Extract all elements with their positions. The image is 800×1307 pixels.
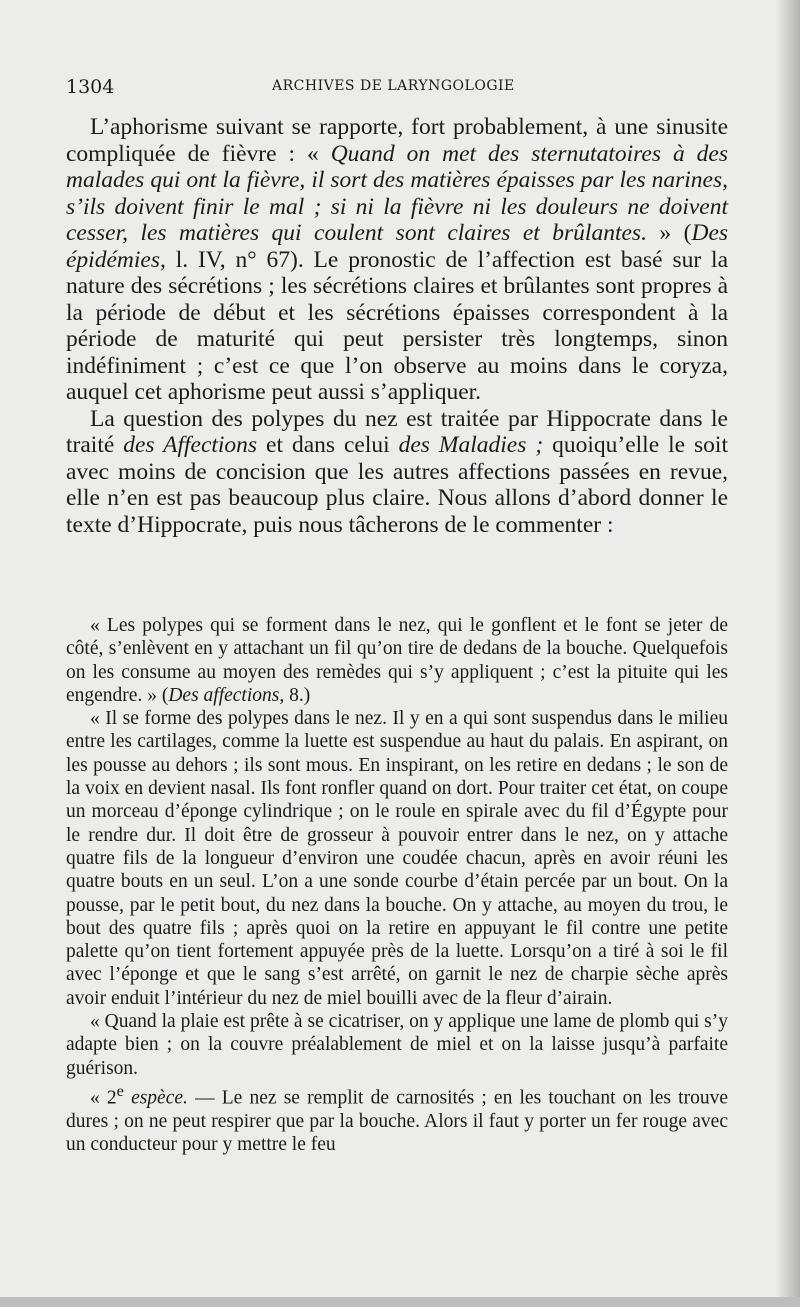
quote-paragraph-affections	[66, 614, 728, 707]
paragraph-polypes	[66, 406, 728, 539]
page-bottom-edge	[0, 1297, 800, 1307]
page-number: 1304	[66, 76, 115, 98]
text-run: , l. IV, n° 67). Le pronostic de l’affection est basé sur la nature des sécrétions ; les sécrétions claires et brûlantes sont propres à la période de début et les sécrétions épaisses correspondent à la période de maturité qui peut persister très longtemps, sinon indéfiniment ; c’est ce que l’on observe au moins dans le coryza, auquel cet aphorisme peut aussi s’appliquer.	[66, 246, 728, 405]
text-run: quoiqu’elle le soit avec moins de concision que les autres affections passées en revue, elle n’en est pas beaucoup plus claire. Nous allons d’abord donner le texte d’Hippocrate, puis nous tâcherons de le commenter :	[66, 432, 728, 538]
quote-paragraph-polypes: « Il se forme des polypes dans le nez. Il y en a qui sont suspendus dans le milieu entre les cartilages, comme la luette est suspendue au haut du palais. En aspirant, on les pousse au dehors ; ils sont mous. En inspirant, on les retire en dedans ; le son de la voix en devient nasal. Ils font ronfler quand on dort. Pour traiter cet état, on coupe un morceau d’éponge cylindrique ; on le roule en spirale avec du fil d’Égypte pour le rendre dur. Il doit être de grosseur à pouvoir entrer dans le nez, on y attache quatre fils de la longueur d’environ une coudée chacun, après en avoir réuni les quatre bouts en un seul. L’on a une sonde courbe d’étain percée par un bout. On la pousse, par le petit bout, du nez dans la bouche. On y attache, au moyen du trou, le bout des quatre fils ; après quoi on la retire en appuyant le fil contre une petite palette qu’on tient fortement appuyée près de la luette. Lorsqu’on a tiré à soi le fil avec l’éponge et que le sang s’est arrêté, on garnit le nez de charpie sèche après avoir enduit l’intérieur du nez de miel bouilli avec de la fleur d’airain.	[66, 708, 728, 1009]
main-text	[66, 114, 728, 538]
quote-paragraph-cicatrisation: « Quand la plaie est prête à se cicatriser, on y applique une lame de plomb qui s’y adapte bien ; on la couvre préalablement de miel et on la laisse jusqu’à parfaite guérison.	[66, 1011, 728, 1079]
page-header	[66, 76, 726, 98]
text-run: La question des polypes du nez est traitée par Hippocrate dans le traité	[66, 405, 728, 458]
page-edge-shadow	[776, 0, 800, 1307]
superscript: e	[116, 1081, 124, 1100]
citation-title: des Affections	[123, 432, 258, 458]
text-run: » (	[646, 220, 692, 246]
citation-title: Des affections,	[168, 684, 285, 706]
text-run: 8.)	[284, 684, 311, 706]
text-run: — Le nez se remplit de carnosités ; en les touchant on les trouve dures ; on ne peut respirer que par la bouche. Alors il faut y porter un fer rouge avec un conducteur pour y mettre le feu	[66, 1087, 728, 1156]
text-run: et dans celui	[257, 432, 399, 458]
species-label: espèce.	[123, 1087, 188, 1109]
paragraph-sinusite	[66, 114, 728, 406]
text-run: « Les polypes qui se forment dans le nez, qui le gonflent et le font se jeter de côté, s’enlèvent en y attachant un fil qu’on tire de dedans de la bouche. Quelquefois on les consume au moyen des remèdes qui s’y appliquent ; c’est la pituite qui les engendre. » (	[66, 615, 728, 706]
text-run: L’aphorisme suivant se rapporte, fort probablement, à une sinusite compliquée de fièvre : «	[66, 114, 728, 167]
citation-title: Des épidémies	[66, 220, 729, 273]
citation-title: des Maladies ;	[398, 432, 544, 458]
quote-paragraph-second-species	[66, 1080, 728, 1156]
text-run: « 2	[90, 1087, 117, 1109]
running-head: ARCHIVES DE LARYNGOLOGIE	[272, 78, 515, 94]
quoted-text	[66, 614, 728, 1156]
aphorism-quote: Quand on met des sternutatoires à des malades qui ont la fièvre, il sort des matières épaisses par les narines, s’ils doivent finir le mal ; si ni la fièvre ni les douleurs ne doivent cesser, les matières qui coulent sont claires et brûlantes.	[66, 140, 728, 246]
